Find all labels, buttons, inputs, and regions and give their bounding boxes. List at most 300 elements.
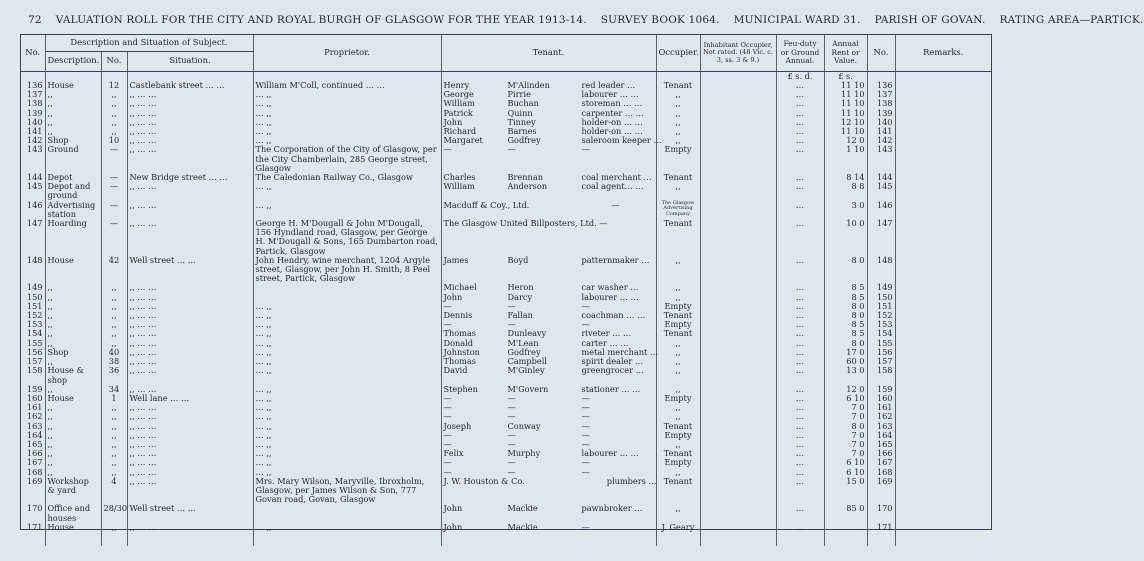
row-proprietor: … ,, <box>253 99 441 108</box>
tenant-surname: — <box>507 429 516 440</box>
tenant-surname: M'Lean <box>507 337 539 348</box>
row-feuduty: … <box>776 293 824 302</box>
tenant-surname: — <box>507 402 516 413</box>
col-rent: Annual Rent or Value. <box>824 35 867 71</box>
rent-units: £ s. <box>824 71 867 81</box>
filler-cell <box>776 532 824 546</box>
row-number: 149 <box>21 283 45 292</box>
row-situation: ,, … … <box>127 422 253 431</box>
tenant-forename: William <box>443 181 475 192</box>
row-inhabitant <box>700 99 776 108</box>
table-row <box>21 440 991 449</box>
row-street-number: ,, <box>101 449 127 458</box>
row-number: 137 <box>21 90 45 99</box>
row-proprietor: … ,, <box>253 394 441 403</box>
row-number-right: 159 <box>867 385 895 394</box>
row-inhabitant <box>700 118 776 127</box>
municipal-ward: MUNICIPAL WARD 31. <box>733 14 861 26</box>
row-remarks <box>895 440 991 449</box>
row-remarks <box>895 339 991 348</box>
row-situation: ,, … … <box>127 440 253 449</box>
row-tenant <box>441 458 656 467</box>
row-feuduty: … <box>776 90 824 99</box>
tenant-occupation: carter … … <box>581 337 629 348</box>
row-rent: 13 0 <box>824 366 867 384</box>
row-inhabitant <box>700 81 776 90</box>
row-tenant <box>441 135 662 146</box>
row-number-right: 154 <box>867 329 895 338</box>
row-inhabitant <box>700 468 776 477</box>
row-remarks <box>895 449 991 458</box>
row-number: 138 <box>21 99 45 108</box>
row-proprietor: … ,, <box>253 311 441 320</box>
row-number-right: 171 <box>867 523 895 532</box>
row-proprietor: … ,, <box>253 403 441 412</box>
tenant-occupation: — <box>581 319 590 330</box>
row-feuduty: … <box>776 302 824 311</box>
row-description: ,, <box>45 440 101 449</box>
tenant-occupation: pawnbroker … <box>581 503 643 514</box>
row-description: Ground <box>45 145 101 173</box>
row-proprietor: … ,, <box>253 348 441 357</box>
row-number-right: 138 <box>867 99 895 108</box>
row-remarks <box>895 458 991 467</box>
row-feuduty: … <box>776 109 824 118</box>
row-feuduty: … <box>776 403 824 412</box>
row-tenant <box>441 449 656 458</box>
row-street-number: 40 <box>101 348 127 357</box>
row-number-right: 150 <box>867 293 895 302</box>
tenant-forename: John <box>443 291 463 302</box>
row-street-number: ,, <box>101 458 127 467</box>
row-feuduty: … <box>776 339 824 348</box>
row-number-right: 165 <box>867 440 895 449</box>
row-proprietor: … ,, <box>253 431 441 440</box>
row-description: ,, <box>45 385 101 394</box>
row-number: 158 <box>21 366 45 384</box>
row-situation: ,, … … <box>127 90 253 99</box>
row-street-number: 28/30 <box>101 504 127 522</box>
row-street-number: ,, <box>101 422 127 431</box>
row-inhabitant <box>700 320 776 329</box>
row-rent: 8 0 <box>824 256 867 284</box>
row-number-right: 167 <box>867 458 895 467</box>
filler-cell <box>101 532 127 546</box>
tenant-forename: — <box>443 438 452 449</box>
table-row <box>21 182 991 200</box>
row-tenant <box>441 403 656 412</box>
row-tenant <box>441 219 656 256</box>
row-tenant <box>441 431 656 440</box>
tenant-surname: Tinney <box>507 116 536 127</box>
row-street-number: 34 <box>101 385 127 394</box>
row-rent: 11 10 <box>824 99 867 108</box>
row-rent: 8 5 <box>824 329 867 338</box>
tenant-surname: — <box>507 319 516 330</box>
row-rent: 15 0 <box>824 477 867 505</box>
row-remarks <box>895 182 991 200</box>
row-remarks <box>895 219 991 256</box>
tenant-forename: Thomas <box>443 356 477 367</box>
row-situation: ,, … … <box>127 320 253 329</box>
row-number: 153 <box>21 320 45 329</box>
row-description: ,, <box>45 403 101 412</box>
row-feuduty: … <box>776 348 824 357</box>
row-proprietor: … ,, <box>253 366 441 384</box>
tenant-forename: — <box>443 300 452 311</box>
row-inhabitant <box>700 311 776 320</box>
row-description: ,, <box>45 90 101 99</box>
row-feuduty: … <box>776 311 824 320</box>
col-occupier: Occupier. <box>656 35 700 71</box>
row-remarks <box>895 468 991 477</box>
row-street-number: ,, <box>101 302 127 311</box>
row-feuduty: … <box>776 440 824 449</box>
tenant-occupation: coal merchant … <box>581 172 652 183</box>
row-occupier: ,, <box>656 357 700 366</box>
tenant-forename: Macduff & Coy., Ltd. <box>443 199 530 210</box>
row-situation: ,, … … <box>127 127 253 136</box>
row-number: 148 <box>21 256 45 284</box>
row-inhabitant <box>700 329 776 338</box>
row-remarks <box>895 320 991 329</box>
row-remarks <box>895 81 991 90</box>
row-rent: 1 10 <box>824 145 867 173</box>
row-proprietor: George H. M'Dougall & John M'Dougall, 156 Hyndland road, Glasgow, per George H. M'Dougall & Sons, 165 Dumbarton road, Partick, Glasgow <box>253 219 441 256</box>
tenant-occupation: — <box>581 521 590 532</box>
row-inhabitant <box>700 90 776 99</box>
filler-cell <box>867 532 895 546</box>
row-street-number: ,, <box>101 440 127 449</box>
row-occupier: ,, <box>656 504 700 522</box>
row-street-number: 4 <box>101 477 127 505</box>
row-situation: ,, … … <box>127 201 253 219</box>
tenant-occupation: saleroom keeper … <box>581 135 662 146</box>
row-situation: ,, … … <box>127 283 253 292</box>
tenant-forename: George <box>443 89 474 100</box>
row-tenant <box>441 412 656 421</box>
tenant-occupation: stationer … … <box>581 383 641 394</box>
tenant-forename: — <box>443 429 452 440</box>
col-street-no: No. <box>101 51 127 71</box>
row-number-right: 142 <box>867 136 895 145</box>
row-number: 136 <box>21 81 45 90</box>
row-number: 140 <box>21 118 45 127</box>
row-feuduty: … <box>776 329 824 338</box>
row-situation: ,, … … <box>127 99 253 108</box>
row-number-right: 151 <box>867 302 895 311</box>
row-description: ,, <box>45 468 101 477</box>
row-number: 146 <box>21 201 45 219</box>
row-feuduty: … <box>776 173 824 182</box>
row-street-number: ,, <box>101 320 127 329</box>
row-feuduty: … <box>776 81 824 90</box>
row-remarks <box>895 422 991 431</box>
row-inhabitant <box>700 403 776 412</box>
row-occupier: ,, <box>656 293 700 302</box>
row-proprietor: The Corporation of the City of Glasgow, per the City Chamberlain, 285 George street, Glasgow <box>253 145 441 173</box>
tenant-surname: — <box>507 392 516 403</box>
row-remarks <box>895 90 991 99</box>
table-row <box>21 422 991 431</box>
row-number-right: 156 <box>867 348 895 357</box>
tenant-forename: The Glasgow United Billposters, Ltd. — <box>443 218 608 229</box>
row-inhabitant <box>700 394 776 403</box>
row-occupier: Tenant <box>656 81 700 90</box>
row-number-right: 148 <box>867 256 895 284</box>
row-street-number: 12 <box>101 81 127 90</box>
row-inhabitant <box>700 449 776 458</box>
tenant-occupation: labourer … … <box>581 291 639 302</box>
row-situation: ,, … … <box>127 523 253 532</box>
tenant-occupation: labourer … … <box>581 89 639 100</box>
row-feuduty: … <box>776 201 824 219</box>
row-proprietor: … ,, <box>253 422 441 431</box>
feu-units: £ s. d. <box>776 71 824 81</box>
row-description: ,, <box>45 118 101 127</box>
row-proprietor: … ,, <box>253 90 441 99</box>
row-situation: ,, … … <box>127 136 253 145</box>
row-feuduty: … <box>776 320 824 329</box>
row-remarks <box>895 431 991 440</box>
row-proprietor: … ,, <box>253 523 441 532</box>
row-situation: ,, … … <box>127 477 253 505</box>
row-occupier: ,, <box>656 127 700 136</box>
row-occupier: Tenant <box>656 173 700 182</box>
row-inhabitant <box>700 302 776 311</box>
tenant-forename: Felix <box>443 448 464 459</box>
tenant-occupation: greengrocer … <box>581 365 644 376</box>
row-inhabitant <box>700 357 776 366</box>
row-number: 157 <box>21 357 45 366</box>
row-rent: 17 0 <box>824 348 867 357</box>
row-inhabitant <box>700 182 776 200</box>
row-feuduty: … <box>776 219 824 256</box>
tenant-surname: — <box>507 144 516 155</box>
row-situation: Well street … … <box>127 256 253 284</box>
row-street-number: 38 <box>101 357 127 366</box>
row-remarks <box>895 477 991 505</box>
col-description: Description. <box>45 51 101 71</box>
row-number: 168 <box>21 468 45 477</box>
tenant-forename: — <box>443 144 452 155</box>
row-description: ,, <box>45 329 101 338</box>
row-street-number: ,, <box>101 283 127 292</box>
row-tenant <box>441 201 656 219</box>
table-row <box>21 311 991 320</box>
row-occupier: ,, <box>656 385 700 394</box>
tenant-occupation: spirit dealer … <box>581 356 644 367</box>
row-rent: 12 0 <box>824 385 867 394</box>
row-feuduty: … <box>776 431 824 440</box>
tenant-forename: John <box>443 503 463 514</box>
tenant-forename: Richard <box>443 126 477 137</box>
row-tenant <box>441 385 656 394</box>
page-header <box>28 10 1144 30</box>
row-number: 155 <box>21 339 45 348</box>
row-rent: 7 0 <box>824 412 867 421</box>
row-rent: 8 0 <box>824 422 867 431</box>
row-rent: 8 5 <box>824 283 867 292</box>
filler-cell <box>45 532 101 546</box>
row-remarks <box>895 311 991 320</box>
row-feuduty: … <box>776 394 824 403</box>
row-occupier: Tenant <box>656 477 700 505</box>
filler-cell <box>656 532 700 546</box>
tenant-forename: Donald <box>443 337 474 348</box>
row-description: ,, <box>45 311 101 320</box>
row-occupier: ,, <box>656 468 700 477</box>
row-feuduty: … <box>776 523 824 532</box>
row-occupier: Empty <box>656 320 700 329</box>
tenant-forename: Michael <box>443 282 477 293</box>
tenant-occupation: labourer … … <box>581 448 639 459</box>
col-situation: Situation. <box>127 51 253 71</box>
row-inhabitant <box>700 283 776 292</box>
row-number-right: 161 <box>867 403 895 412</box>
valuation-table <box>21 35 991 546</box>
row-number-right: 140 <box>867 118 895 127</box>
row-number: 166 <box>21 449 45 458</box>
tenant-surname: Campbell <box>507 356 547 367</box>
tenant-surname: Fallan <box>507 310 533 321</box>
row-occupier: Tenant <box>656 329 700 338</box>
row-situation: ,, … … <box>127 219 253 256</box>
row-occupier: Empty <box>656 302 700 311</box>
row-description: ,, <box>45 99 101 108</box>
row-proprietor: … ,, <box>253 201 441 219</box>
row-description: ,, <box>45 302 101 311</box>
tenant-forename: — <box>443 392 452 403</box>
tenant-forename: James <box>443 254 469 265</box>
row-street-number: — <box>101 182 127 200</box>
row-rent: 8 5 <box>824 320 867 329</box>
tenant-surname: Boyd <box>507 254 529 265</box>
tenant-occupation: — <box>581 420 590 431</box>
row-number-right: 153 <box>867 320 895 329</box>
row-number-right: 170 <box>867 504 895 522</box>
row-feuduty: … <box>776 283 824 292</box>
row-inhabitant <box>700 201 776 219</box>
row-situation: ,, … … <box>127 385 253 394</box>
row-feuduty: … <box>776 99 824 108</box>
row-remarks <box>895 145 991 173</box>
filler-row <box>21 532 991 546</box>
tenant-surname: Buchan <box>507 98 539 109</box>
tenant-surname: Brennan <box>507 172 543 183</box>
row-occupier: Empty <box>656 394 700 403</box>
filler-cell <box>895 532 991 546</box>
row-feuduty: … <box>776 182 824 200</box>
row-occupier: The Glasgow Advertising Company <box>656 201 700 219</box>
row-occupier: ,, <box>656 348 700 357</box>
row-remarks <box>895 173 991 182</box>
row-proprietor: … ,, <box>253 357 441 366</box>
tenant-surname: Quinn <box>507 107 533 118</box>
table-row <box>21 145 991 173</box>
row-occupier: ,, <box>656 118 700 127</box>
row-street-number: ,, <box>101 311 127 320</box>
row-number: 171 <box>21 523 45 532</box>
row-description: ,, <box>45 339 101 348</box>
row-situation: ,, … … <box>127 357 253 366</box>
row-number-right: 145 <box>867 182 895 200</box>
row-rent: 6 10 <box>824 458 867 467</box>
row-occupier: ,, <box>656 182 700 200</box>
row-situation: Well lane … … <box>127 394 253 403</box>
row-rent: 8 5 <box>824 293 867 302</box>
row-occupier: ,, <box>656 440 700 449</box>
row-occupier: ,, <box>656 256 700 284</box>
row-number: 147 <box>21 219 45 256</box>
row-feuduty: … <box>776 136 824 145</box>
row-street-number: — <box>101 173 127 182</box>
tenant-surname: Pirrie <box>507 89 531 100</box>
row-occupier: ,, <box>656 403 700 412</box>
tenant-surname: Conway <box>507 420 541 431</box>
row-situation: ,, … … <box>127 182 253 200</box>
row-situation: ,, … … <box>127 458 253 467</box>
row-street-number: 1 <box>101 394 127 403</box>
row-situation: ,, … … <box>127 431 253 440</box>
row-number: 156 <box>21 348 45 357</box>
row-description: Advertising station <box>45 201 101 219</box>
filler-cell <box>127 532 253 546</box>
tenant-forename: — <box>443 402 452 413</box>
row-inhabitant <box>700 412 776 421</box>
tenant-surname: Godfrey <box>507 135 541 146</box>
row-proprietor: … ,, <box>253 440 441 449</box>
row-remarks <box>895 302 991 311</box>
row-number: 164 <box>21 431 45 440</box>
row-number-right: 163 <box>867 422 895 431</box>
row-occupier: Tenant <box>656 449 700 458</box>
row-number-right: 146 <box>867 201 895 219</box>
tenant-occupation: car washer … <box>581 282 639 293</box>
row-rent: 60 0 <box>824 357 867 366</box>
row-remarks <box>895 201 991 219</box>
row-remarks <box>895 357 991 366</box>
row-situation: Castlebank street … … <box>127 81 253 90</box>
tenant-surname: Darcy <box>507 291 533 302</box>
table-row <box>21 283 991 292</box>
tenant-forename: Henry <box>443 80 470 90</box>
row-inhabitant <box>700 145 776 173</box>
row-rent: 7 0 <box>824 403 867 412</box>
row-proprietor <box>253 293 441 302</box>
row-situation: ,, … … <box>127 118 253 127</box>
row-tenant <box>441 182 656 200</box>
table-row <box>21 477 991 505</box>
table-row <box>21 394 991 403</box>
tenant-forename: Joseph <box>443 420 472 431</box>
filler-cell <box>824 532 867 546</box>
row-number-right: 169 <box>867 477 895 505</box>
row-street-number: 10 <box>101 136 127 145</box>
row-inhabitant <box>700 422 776 431</box>
row-situation: Well street … … <box>127 504 253 522</box>
rating-area: RATING AREA—PARTICK. <box>999 14 1144 26</box>
tenant-occupation: — <box>581 466 590 477</box>
tenant-occupation: — <box>581 457 590 468</box>
tenant-forename: Margaret <box>443 135 483 146</box>
row-description: ,, <box>45 283 101 292</box>
tenant-surname: M'Alinden <box>507 80 550 90</box>
row-rent: 8 8 <box>824 182 867 200</box>
row-remarks <box>895 293 991 302</box>
row-feuduty: … <box>776 385 824 394</box>
row-description: Depot <box>45 173 101 182</box>
